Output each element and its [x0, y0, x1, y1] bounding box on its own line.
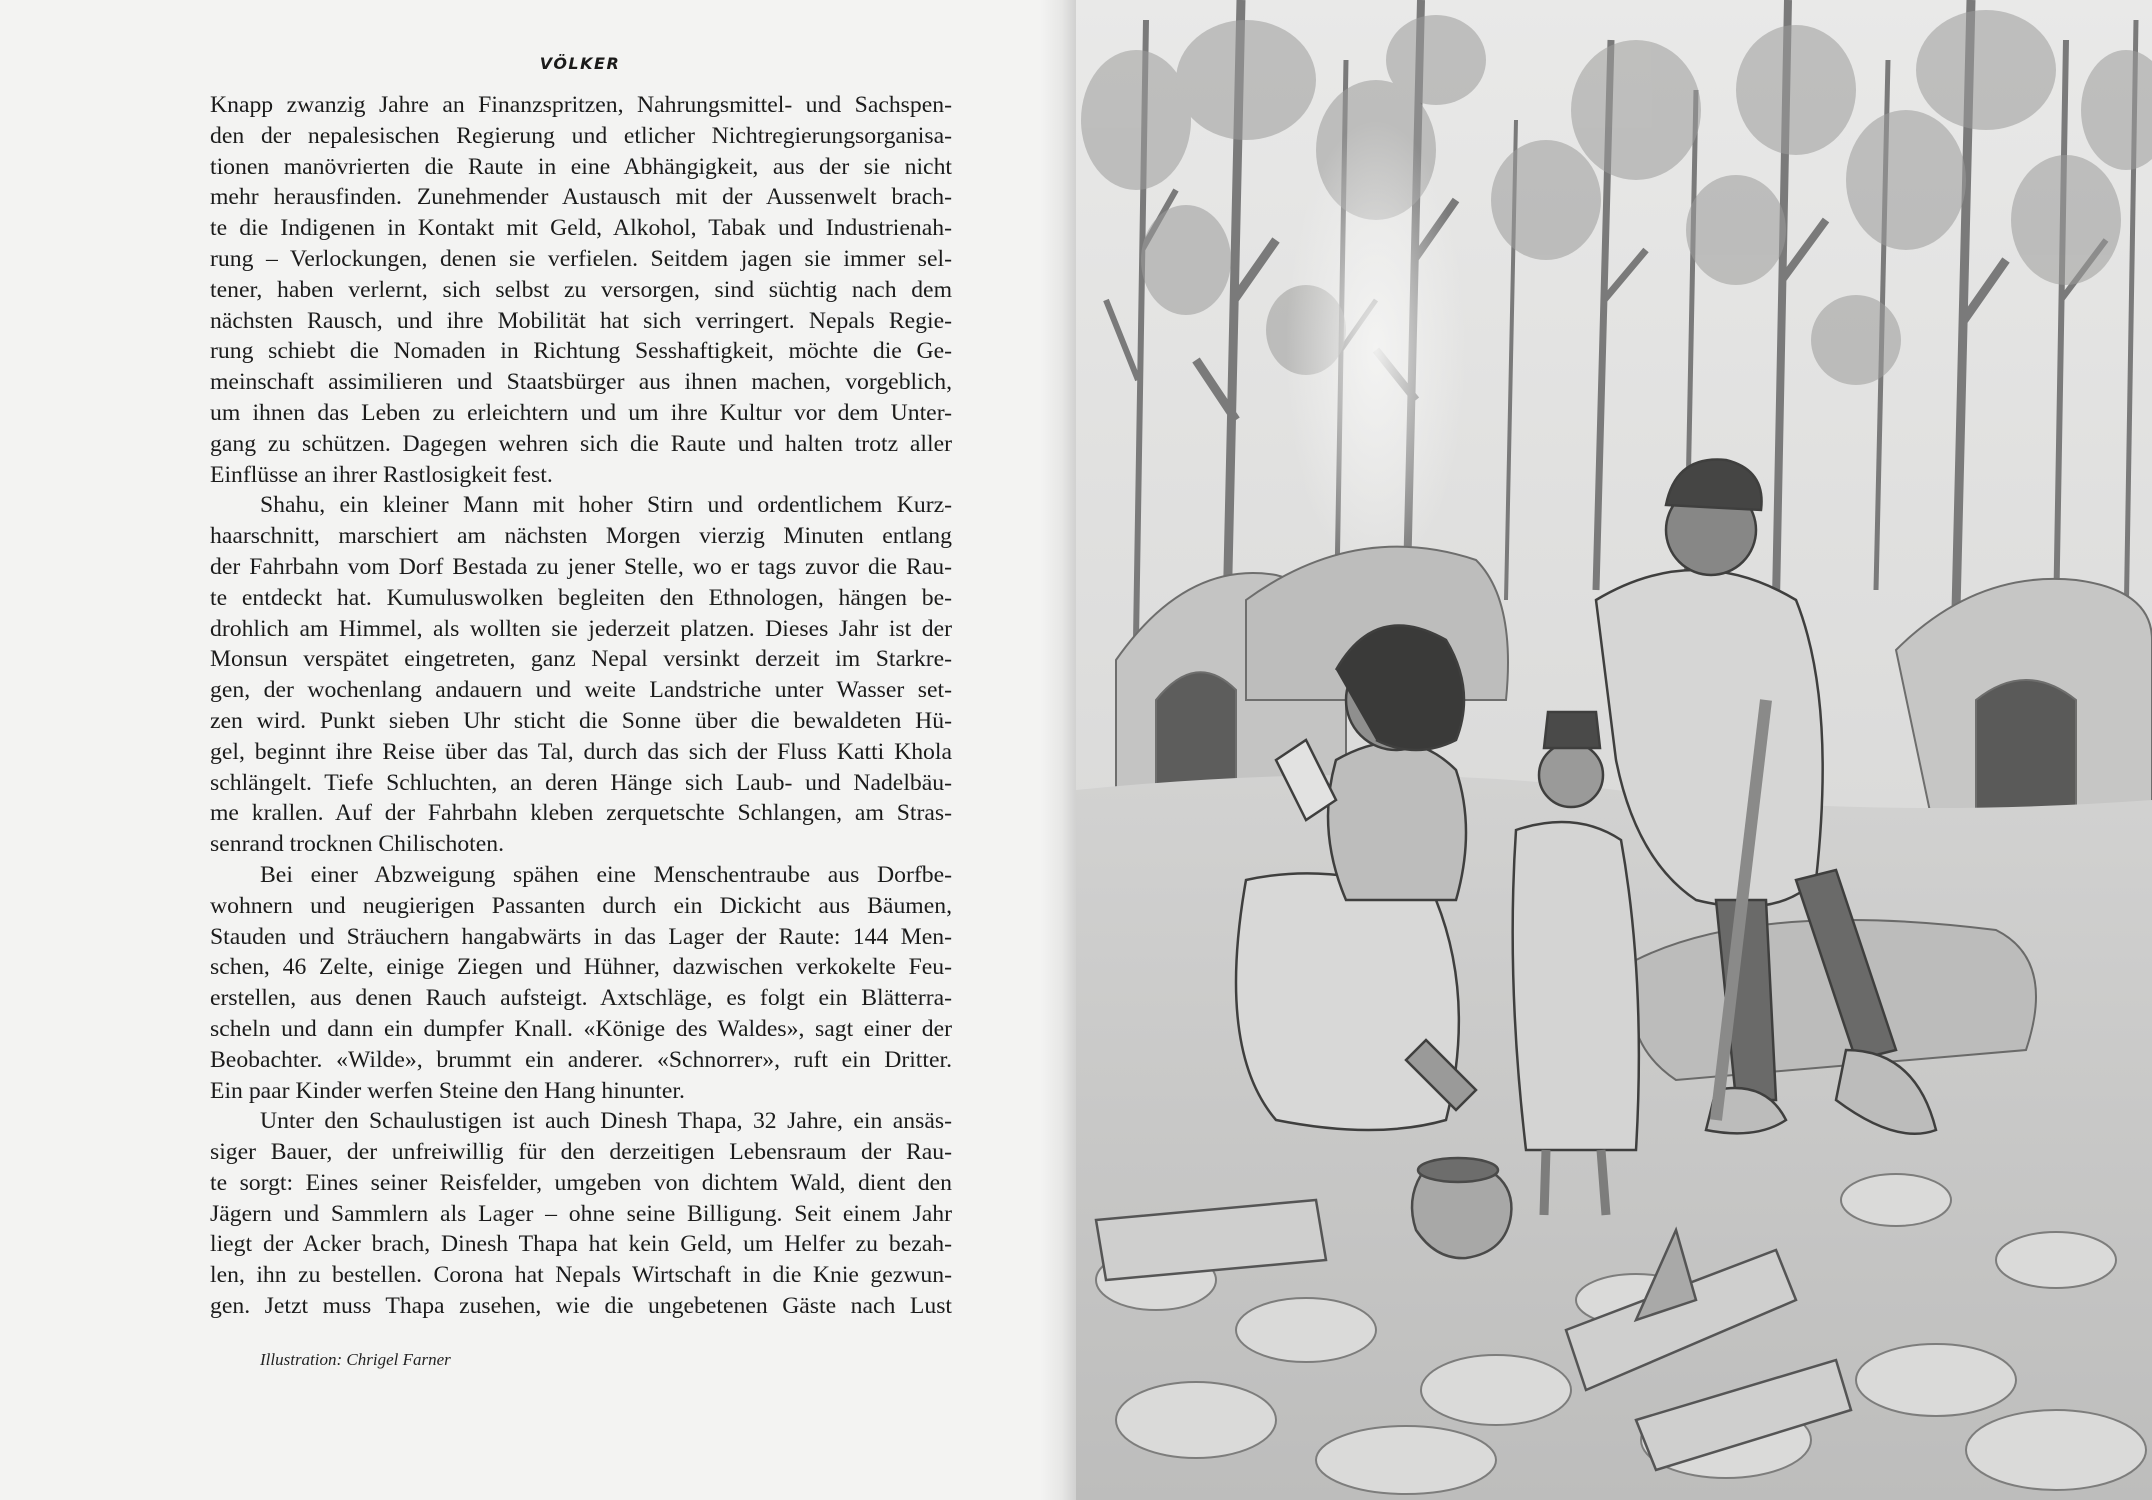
clay-pot — [1412, 1158, 1511, 1258]
text-line: rung schiebt die Nomaden in Richtung Sesshaftigkeit, möchte die Ge- — [210, 338, 952, 365]
text-line: gen. Jetzt muss Thapa zusehen, wie die ungebetenen Gäste nach Lust — [210, 1293, 952, 1320]
article-body — [210, 90, 952, 1322]
text-line: zen wird. Punkt sieben Uhr sticht die Sonne über die bewaldeten Hü- — [210, 707, 952, 734]
text-line: liegt der Acker brach, Dinesh Thapa hat kein Geld, um Helfer zu bezah- — [210, 1231, 952, 1258]
text-line: der Fahrbahn vom Dorf Bestada zu jener Stelle, wo er tags zuvor die Rau- — [210, 553, 952, 580]
text-line: gang zu schützen. Dagegen wehren sich die Raute und halten trotz aller — [210, 430, 952, 457]
page-gutter — [1040, 0, 1076, 1500]
text-line: schen, 46 Zelte, einige Ziegen und Hühner, dazwischen verkokelte Feu- — [210, 954, 952, 981]
text-line: scheln und dann ein dumpfer Knall. «Könige des Waldes», sagt einer der — [210, 1015, 952, 1042]
text-line: tener, haben verlernt, sich selbst zu versorgen, sind süchtig nach dem — [210, 276, 952, 303]
text-line: Beobachter. «Wilde», brummt ein anderer. «Schnorrer», ruft ein Dritter. — [210, 1046, 952, 1073]
text-line: te sorgt: Eines seiner Reisfelder, umgeben von dichtem Wald, dient den — [210, 1169, 952, 1196]
text-line: schlängelt. Tiefe Schluchten, an deren Hänge sich Laub- und Nadelbäu- — [210, 769, 952, 796]
text-line: Einflüsse an ihrer Rastlosigkeit fest. — [210, 461, 553, 488]
running-head: VÖLKER — [539, 54, 621, 73]
text-line: Bei einer Abzweigung spähen eine Menschentraube aus Dorfbe- — [260, 861, 952, 888]
text-line: erstellen, aus denen Rauch aufsteigt. Axtschläge, es folgt ein Blätterra- — [210, 985, 952, 1012]
campfire-smoke — [1286, 120, 1466, 580]
text-line: Ein paar Kinder werfen Steine den Hang hinunter. — [210, 1077, 685, 1104]
text-line: Monsun verspätet eingetreten, ganz Nepal versinkt derzeit im Starkre- — [210, 646, 952, 673]
text-line: nächsten Rausch, und ihre Mobilität hat sich verringert. Nepals Regie- — [210, 307, 952, 334]
text-line: Knapp zwanzig Jahre an Finanzspritzen, Nahrungsmittel- und Sachspen- — [210, 92, 952, 118]
pencil-illustration — [1076, 0, 2152, 1500]
text-line: den der nepalesischen Regierung und etlicher Nichtregierungsorganisa- — [210, 122, 952, 149]
text-line: wohnern und neugierigen Passanten durch ein Dickicht aus Bäumen, — [210, 892, 952, 919]
text-line: Unter den Schaulustigen ist auch Dinesh Thapa, 32 Jahre, ein ansäs- — [260, 1108, 952, 1135]
text-line: haarschnitt, marschiert am nächsten Morgen vierzig Minuten entlang — [210, 523, 952, 550]
text-line: gel, beginnt ihre Reise über das Tal, durch das sich der Fluss Katti Khola — [210, 738, 952, 765]
text-line: um ihnen das Leben zu erleichtern und um ihre Kultur vor dem Unter- — [210, 399, 952, 426]
text-line: tionen manövrierten die Raute in eine Abhängigkeit, aus der sie nicht — [210, 153, 952, 180]
illustration-page — [1076, 0, 2152, 1500]
text-line: te die Indigenen in Kontakt mit Geld, Alkohol, Tabak und Industrienah- — [210, 215, 952, 242]
text-line: Jägern und Sammlern als Lager – ohne seine Billigung. Seit einem Jahr — [210, 1200, 952, 1227]
illustration-credit: Illustration: Chrigel Farner — [260, 1350, 451, 1369]
text-line: drohlich am Himmel, als wollten sie jederzeit platzen. Dieses Jahr ist der — [210, 615, 952, 642]
text-line: Shahu, ein kleiner Mann mit hoher Stirn und ordentlichem Kurz- — [260, 492, 952, 519]
text-line: te entdeckt hat. Kumuluswolken begleiten den Ethnologen, hängen be- — [210, 584, 952, 611]
text-line: rung – Verlockungen, denen sie verfielen. Seitdem jagen sie immer sel- — [210, 245, 952, 272]
text-line: meinschaft assimilieren und Staatsbürger aus ihnen machen, vorgeblich, — [210, 369, 952, 396]
text-line: mehr herausfinden. Zunehmender Austausch mit der Aussenwelt brach- — [210, 184, 952, 211]
text-line: len, ihn zu bestellen. Corona hat Nepals Wirtschaft in die Knie gezwun- — [210, 1262, 952, 1289]
text-line: me krallen. Auf der Fahrbahn kleben zerquetschte Schlangen, am Stras- — [210, 800, 952, 827]
text-line: siger Bauer, der unfreiwillig für den derzeitigen Lebensraum der Rau- — [210, 1139, 952, 1166]
text-line: Stauden und Sträuchern hangabwärts in das Lager der Raute: 144 Men- — [210, 923, 952, 950]
text-line: senrand trocknen Chilischoten. — [210, 831, 505, 858]
text-line: gen, der wochenlang andauern und weite Landstriche unter Wasser set- — [210, 677, 952, 704]
